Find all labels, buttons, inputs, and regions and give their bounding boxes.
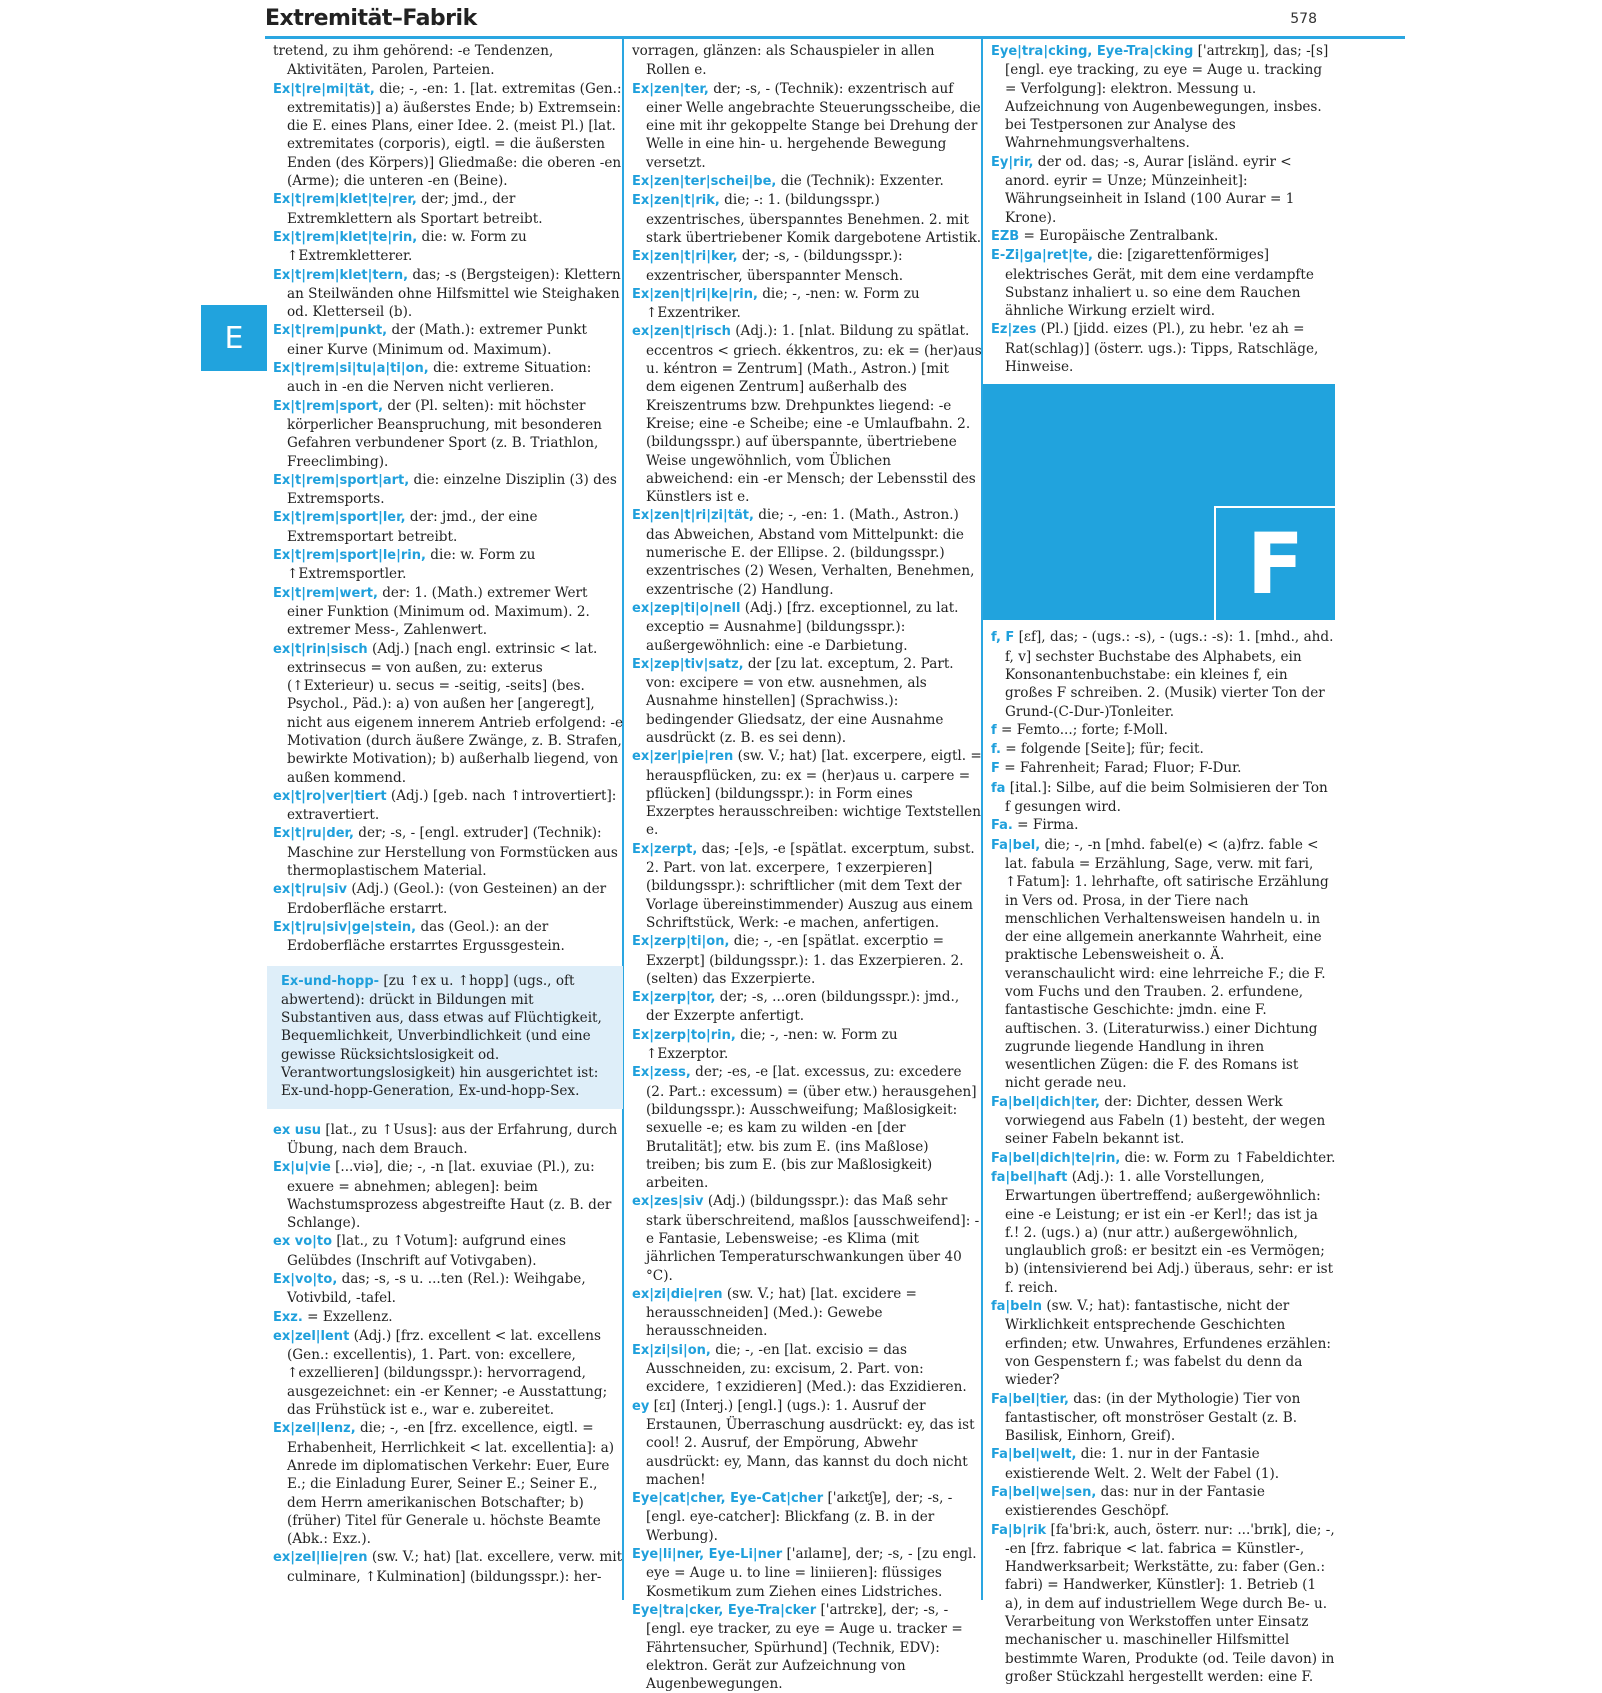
dictionary-entry xyxy=(991,628,1336,720)
dictionary-entry xyxy=(273,584,623,640)
entry-headword[interactable]: Ex|zess, xyxy=(632,1065,691,1081)
column-3 xyxy=(991,42,1336,1686)
dictionary-entry xyxy=(632,932,982,988)
entry-definition: die; -, -n [mhd. fabel(e) < (a)frz. fable < lat. fabula = Erzählung, Sage, verw. mit fari, ↑Fatum]: 1. lehrhafte, oft satirische Erzählung in Vers od. Prosa, in der Tiere nach menschlichen Verhaltensweisen handeln u. in der eine allgemein anerkannte Wahrheit, eine praktische Lebensweisheit o. Ä. veranschaulicht wird: eine lehrreiche F.; die F. vom Fuchs und den Trauben. 2. erfundene, fantastische Geschichte: jmdn. eine F. auftischen. 3. (Literaturwiss.) einer Dichtung zugrunde liegende Handlung in ihren wesentlichen Zügen: die F. des Romans ist nicht gerade neu. xyxy=(1005,836,1329,1092)
dictionary-entry xyxy=(273,1270,623,1308)
entry-headword[interactable]: Ex|zen|t|ri|zi|tät, xyxy=(632,508,754,524)
entry-headword[interactable]: f, F xyxy=(991,630,1015,646)
entry-headword[interactable]: Ex|zel|lenz, xyxy=(273,1421,356,1437)
dictionary-entry xyxy=(273,1327,623,1419)
entry-headword[interactable]: Fa|bel|dich|ter, xyxy=(991,1094,1100,1110)
entry-definition: (Adj.) [frz. exceptionnel, zu lat. exceptio = Ausnahme] (bildungsspr.): außergewöhnlich: eine -e Darbietung. xyxy=(646,599,959,654)
info-box-headword[interactable]: Ex-und-hopp- xyxy=(281,973,380,989)
entry-definition: [...viə], die; -, -n [lat. exuviae (Pl.), zu: exuere = abnehmen; ablegen]: beim Wachstumsprozess abgestreifte Haut (z. B. der Schlange). xyxy=(287,1159,612,1232)
dictionary-entry xyxy=(273,228,623,266)
dictionary-entry xyxy=(273,80,623,191)
entry-definition: (sw. V.; hat) [lat. excerpere, eigtl. = herauspflücken, zu: ex = (her)aus u. carpere = pflücken] (bildungsspr.): in Form eines Exzerptes herausschreiben: wichtige Textstellen e. xyxy=(646,748,982,839)
entry-headword[interactable]: Ex|zerpt, xyxy=(632,841,698,857)
entry-headword[interactable]: ex|zep|ti|o|nell xyxy=(632,600,741,616)
dictionary-entry xyxy=(632,1489,982,1545)
entry-headword[interactable]: Fa. xyxy=(991,818,1013,834)
dictionary-entry xyxy=(273,471,623,509)
entry-definition: das (Geol.): an der Erdoberfläche erstarrtes Ergussgestein. xyxy=(287,918,565,955)
info-box xyxy=(267,966,623,1109)
entry-definition: (Adj.) [geb. nach ↑introvertiert]: extravertiert. xyxy=(287,787,617,824)
entry-definition: der: Dichter, dessen Werk vorwiegend aus Fabeln (1) besteht, der wegen seiner Fabeln bekannt ist. xyxy=(1005,1093,1326,1148)
entry-headword[interactable]: Ex|zerp|ti|on, xyxy=(632,934,730,950)
dictionary-entry xyxy=(273,190,623,228)
dictionary-entry xyxy=(991,836,1336,1093)
entry-definition: (sw. V.; hat): fantastische, nicht der Wirklichkeit entsprechende Geschichten erfinden; etw. Unwahres, Erfundenes erzählen: von Gespenstern f.; was fabelst du denn da wieder? xyxy=(1005,1298,1331,1389)
entry-definition: = Firma. xyxy=(1017,817,1079,834)
dictionary-entry xyxy=(632,840,982,932)
entry-definition: die: w. Form zu ↑Extremkletterer. xyxy=(287,228,527,265)
dictionary-entry xyxy=(273,918,623,956)
dictionary-entry xyxy=(632,80,982,172)
entry-headword[interactable]: Ex|zen|t|ri|ker, xyxy=(632,249,738,265)
entry-headword[interactable]: Ex|zerp|tor, xyxy=(632,990,716,1006)
entry-definition: (Adj.): 1. [nlat. Bildung zu spätlat. eccentros < griech. ékkentros, zu: ek = (her)aus u. kéntron = Zentrum] (Math., Astron.) [mit dem eigenen Zentrum] außerhalb des Kreiszentrums bzw. Drehpunktes liegend: -e Kreise; eine -e Scheibe; eine -e Umlaufbahn. 2. (bildungsspr.) auf überspannte, übertriebene Weise ungewöhnlich, vom Üblichen abweichend: ein -er Mensch; der Lebensstil des Künstlers ist e. xyxy=(646,323,982,506)
entry-headword[interactable]: Ez|zes xyxy=(991,322,1037,338)
info-box-text: [zu ↑ex u. ↑hopp] (ugs., oft abwertend): drückt in Bildungen mit Substantiven aus, dass etwas auf Flüchtigkeit, Bequemlichkeit, Unverbindlichkeit (und eine gewisse Rücksichtslosigkeit od. Verantwortungslosigkeit) hin ausgerichtet ist: Ex-und-hopp-Generation, Ex-und-hopp-Sex. xyxy=(281,972,602,1100)
entry-headword[interactable]: Fa|b|rik xyxy=(991,1522,1047,1538)
entry-definition: ['aɪlaɪnɐ], der; -s, - [zu engl. eye = Auge u. to line = liniieren]: flüssiges Kosmetikum zum Ziehen eines Lidstriches. xyxy=(646,1546,977,1600)
dictionary-entry xyxy=(273,824,623,880)
dictionary-entry xyxy=(632,599,982,655)
entry-definition: [ital.]: Silbe, auf die beim Solmisieren der Ton f gesungen wird. xyxy=(1005,779,1328,816)
entry-headword[interactable]: Eye|cat|cher, Eye-Cat|cher xyxy=(632,1491,824,1507)
entry-headword[interactable]: Ex|t|rem|klet|te|rin, xyxy=(273,229,418,245)
dictionary-entry xyxy=(632,42,982,80)
entry-headword[interactable]: Ex|zen|t|rik, xyxy=(632,193,720,209)
column-2 xyxy=(632,42,982,1693)
entry-headword[interactable]: Fa|bel|tier, xyxy=(991,1391,1069,1407)
entry-definition: die: w. Form zu ↑Extremsportler. xyxy=(287,547,536,583)
entry-headword[interactable]: Ex|t|rem|sport|le|rin, xyxy=(273,548,426,564)
dictionary-entry xyxy=(632,191,982,247)
entry-headword[interactable]: Ex|zerp|to|rin, xyxy=(632,1027,736,1043)
dictionary-entry xyxy=(632,322,982,506)
entry-definition: (sw. V.; hat) [lat. excidere = herausschneiden] (Med.): Gewebe herausschneiden. xyxy=(646,1285,917,1340)
entry-headword[interactable]: Ex|t|ru|der, xyxy=(273,826,354,842)
dictionary-entry xyxy=(991,153,1336,227)
entry-headword[interactable]: f. xyxy=(991,742,1001,758)
entry-definition: (Adj.) (Geol.): (von Gesteinen) an der Erdoberfläche erstarrt. xyxy=(287,881,607,917)
entry-headword[interactable]: ex|t|ro|ver|tiert xyxy=(273,788,387,804)
entry-headword[interactable]: Fa|bel, xyxy=(991,837,1041,853)
dictionary-entry xyxy=(991,1093,1336,1149)
entry-definition: die: 1. nur in der Fantasie existierende Welt. 2. Welt der Fabel (1). xyxy=(1005,1446,1280,1482)
entry-headword[interactable]: Ex|zep|tiv|satz, xyxy=(632,656,744,672)
entry-headword[interactable]: Ex|zen|ter|schei|be, xyxy=(632,174,777,190)
dictionary-entry xyxy=(273,42,623,80)
entry-definition: die (Technik): Exzenter. xyxy=(780,173,944,190)
entry-definition: vorragen, glänzen: als Schauspieler in allen Rollen e. xyxy=(632,43,935,79)
entry-headword[interactable]: ex|zi|die|ren xyxy=(632,1286,723,1302)
dictionary-entry xyxy=(991,779,1336,817)
dictionary-entry xyxy=(273,640,623,787)
entry-definition: die: extreme Situation: auch in -en die Nerven nicht verlieren. xyxy=(287,360,592,396)
dictionary-entry xyxy=(991,759,1336,778)
dictionary-entry xyxy=(273,359,623,397)
entry-definition: das: (in der Mythologie) Tier von fantastischer, oft monströser Gestalt (z. B. Basilisk, Einhorn, Greif). xyxy=(1005,1390,1301,1445)
entry-headword[interactable]: fa|bel|haft xyxy=(991,1169,1068,1185)
page-header xyxy=(265,2,1405,39)
dictionary-entry xyxy=(632,1285,982,1341)
entry-definition: [ɛf], das; - (ugs.: -s), - (ugs.: -s): 1. [mhd., ahd. f, v] sechster Buchstabe des Alphabets, ein Konsonantenbuchstabe: ein kleines f, ein großes F schreiben. 2. (Musik) vierter Ton der Grund-(C-Dur-)Tonleiter. xyxy=(1005,629,1334,720)
entry-definition: die: einzelne Disziplin (3) des Extremsports. xyxy=(287,471,617,508)
dictionary-entry xyxy=(632,506,982,598)
dictionary-entry xyxy=(632,1192,982,1284)
entry-headword[interactable]: Ex|zen|ter, xyxy=(632,81,709,97)
entry-headword[interactable]: fa xyxy=(991,780,1006,796)
dictionary-entry xyxy=(632,747,982,839)
entry-definition: das: nur in der Fantasie existierendes Geschöpf. xyxy=(1005,1484,1265,1520)
dictionary-entry xyxy=(991,1168,1336,1297)
entry-definition: (Adj.) [nach engl. extrinsic < lat. extrinsecus = von außen, zu: exterus (↑Exterieur) u. secus = -seitig, -seits] (bes. Psychol., Päd.): a) von außen her [angeregt], nicht aus eigenem innerem Antrieb erfolgend: -e Motivation (durch äußere Zwänge, z. B. Strafen, bewirkte Motivation); b) außerhalb liegend, von außen kommend. xyxy=(287,640,624,786)
entry-definition: der; -es, -e [lat. excessus, zu: excedere (2. Part.: excessum) = (über etw.) herausgehen] (bildungsspr.): Ausschweifung; Maßlosigkeit: sexuelle -e; es kam zu wilden -en [der Brutalität]; etw. bis zum E. (ins Maßlose) treiben; bis zum E. (bis zur Maßlosigkeit) arbeiten. xyxy=(646,1064,977,1192)
entry-headword[interactable]: Ex|t|rem|punkt, xyxy=(273,323,388,339)
page-number: 578 xyxy=(1290,11,1317,27)
entry-definition: (sw. V.; hat) [lat. excellere, verw. mit culminare, ↑Kulmination] (bildungsspr.): her- xyxy=(287,1549,623,1585)
entry-headword[interactable]: Ex|zen|t|ri|ke|rin, xyxy=(632,286,758,302)
entry-definition: = Europäische Zentralbank. xyxy=(1023,227,1219,244)
entry-headword[interactable]: ex|zer|pie|ren xyxy=(632,749,734,765)
dictionary-entry xyxy=(273,266,623,322)
entry-definition: der; -s, - (bildungsspr.): exzentrischer, überspannter Mensch. xyxy=(646,248,904,284)
dictionary-entry xyxy=(991,246,1336,320)
entry-definition: der; -s, - [engl. extruder] (Technik): Maschine zur Herstellung von Formstücken aus thermoplastischem Material. xyxy=(287,825,618,880)
entry-definition: (Adj.) (bildungsspr.): das Maß sehr stark überschreitend, maßlos [ausschweifend]: -e Fantasie, Lebensweise; -es Klima (mit jährlichen Temperaturschwankungen über 40 °C). xyxy=(646,1193,980,1284)
entry-definition: = Fahrenheit; Farad; Fluor; F-Dur. xyxy=(1004,760,1242,777)
entry-definition: der (Pl. selten): mit höchster körperlicher Beanspruchung, mit besonderen Gefahren verbundener Sport (z. B. Triathlon, Freeclimbing). xyxy=(287,397,602,470)
entry-headword[interactable]: Ex|t|ru|siv|ge|stein, xyxy=(273,919,417,935)
entry-headword[interactable]: Ex|vo|to, xyxy=(273,1272,338,1287)
entry-headword[interactable]: f xyxy=(991,722,997,738)
section-banner xyxy=(983,384,1335,620)
entry-headword[interactable]: Ex|zi|si|on, xyxy=(632,1342,711,1358)
entry-headword[interactable]: Ex|t|rem|sport|ler, xyxy=(273,510,406,526)
entry-definition: die; -, -nen: w. Form zu ↑Exzentriker. xyxy=(646,285,920,322)
dictionary-entry xyxy=(273,508,623,546)
entry-definition: tretend, zu ihm gehörend: -e Tendenzen, Aktivitäten, Parolen, Parteien. xyxy=(273,43,554,79)
running-title: Extremität–Fabrik xyxy=(265,6,477,31)
dictionary-entry xyxy=(632,285,982,323)
dictionary-entry xyxy=(273,880,623,918)
dictionary-entry xyxy=(991,42,1336,153)
entry-headword[interactable]: Ex|t|rem|klet|te|rer, xyxy=(273,192,417,208)
entry-headword[interactable]: Ey|rir, xyxy=(991,154,1034,170)
dictionary-entry xyxy=(632,1063,982,1192)
dictionary-entry xyxy=(991,1297,1336,1389)
entry-definition: die: w. Form zu ↑Fabeldichter. xyxy=(1124,1149,1336,1166)
entry-definition: der: 1. (Math.) extremer Wert einer Funktion (Minimum od. Maximum). 2. extremer Mess-, Zahlenwert. xyxy=(287,584,590,639)
entry-headword[interactable]: F xyxy=(991,761,1000,777)
entry-headword[interactable]: ex vo|to xyxy=(273,1234,333,1250)
entry-definition: ['aɪtrɛkɐ], der; -s, - [engl. eye tracker, zu eye = Auge u. tracker = Fährtensucher, Spürhund] (Technik, EDV): elektron. Gerät zur Aufzeichnung von Augenbewegungen. xyxy=(646,1601,963,1693)
dictionary-entry xyxy=(991,320,1336,376)
entry-headword[interactable]: Fa|bel|welt, xyxy=(991,1447,1077,1463)
dictionary-entry xyxy=(632,1545,982,1601)
entry-definition: die; -, -en: 1. [lat. extremitas (Gen.: extremitatis)] a) äußerstes Ende; b) Extremsein: die E. eines Plans, einer Idee. 2. (meist Pl.) [lat. extremitates (corporis), eigtl. = die äußersten Enden (des Körpers)] Gliedmaße: die oberen -en (Arme); die unteren -en (Beine). xyxy=(287,80,622,190)
entry-headword[interactable]: Ex|t|rem|sport, xyxy=(273,398,384,414)
entry-headword[interactable]: Ex|t|rem|si|tu|a|ti|on, xyxy=(273,361,429,377)
dictionary-entry xyxy=(991,816,1336,835)
entry-definition: (Adj.) [frz. excellent < lat. excellens (Gen.: excellentis), 1. Part. von: excellere, ↑exzellieren] (bildungsspr.): hervorragend, ausgezeichnet: ein -er Kenner; -e Ausstattung; das Frühstück ist e., war e. zubereitet. xyxy=(287,1327,608,1419)
entry-definition: die; -, -en: 1. (Math., Astron.) das Abweichen, Abstand vom Mittelpunkt: die numerische E. der Ellipse. 2. (bildungsspr.) exzentrisches (2) Wesen, Verhalten, Benehmen, exzentrische (2) Handlung. xyxy=(646,507,975,598)
entry-definition: die; -, -en [spätlat. excerptio = Exzerpt] (bildungsspr.): 1. das Exzerpieren. 2. (selten) das Exzerpierte. xyxy=(646,933,964,987)
entry-headword[interactable]: Eye|li|ner, Eye-Li|ner xyxy=(632,1547,783,1563)
dictionary-entry xyxy=(273,787,623,825)
entry-definition: [fa'bri:k, auch, österr. nur: ...'brɪk], die; -, -en [frz. fabrique < lat. fabrica = Künstler-, Handwerksarbeit; Werkstätte, zu: faber (Gen.: fabri) = Handwerker, Künstler]: 1. Betrieb (1 a), in dem auf industriellem Wege durch Be- u. Verarbeitung von Werkstoffen unter Einsatz mechanischer u. maschineller Hilfsmittel bestimmte Waren, Produkte (od. Teile davon) in großer Stückzahl hergestellt werden: eine F. xyxy=(1005,1521,1335,1685)
dictionary-entry xyxy=(632,1601,982,1693)
entry-definition: = Femto...; forte; f-Moll. xyxy=(1000,721,1168,738)
dictionary-entry xyxy=(632,655,982,747)
dictionary-entry xyxy=(632,247,982,285)
dictionary-entry xyxy=(273,1548,623,1586)
entry-definition: = folgende [Seite]; für; fecit. xyxy=(1005,741,1204,758)
entry-definition: ['aɪtrɛkɪŋ], das; -[s] [engl. eye tracking, zu eye = Auge u. tracking = Verfolgung]: elektron. Messung u. Aufzeichnung von Augenbewegungen, insbes. bei Testpersonen zur Analyse des Wahrnehmungsverhaltens. xyxy=(1005,43,1329,152)
entry-definition: die; -, -en [frz. excellence, eigtl. = Erhabenheit, Herrlichkeit < lat. excellentia]: a) Anrede im diplomatischen Verkehr: Euer, Eure E.; die Einladung Eurer, Seiner E.; Seiner E., dem Herrn amerikanischen Botschafter; b) (früher) Titel für Generale u. höchste Beamte (Abk.: Exz.). xyxy=(287,1420,615,1548)
entry-headword[interactable]: Ex|t|rem|wert, xyxy=(273,585,378,601)
entry-definition: der od. das; -s, Aurar [isländ. eyrir < anord. eyrir = Unze; Münzeinheit]: Währungseinheit in Island (100 Aurar = 1 Krone). xyxy=(1005,153,1295,226)
dictionary-entry xyxy=(273,1121,623,1159)
entry-headword[interactable]: Fa|bel|dich|te|rin, xyxy=(991,1150,1121,1166)
entry-headword[interactable]: ex|t|rin|sisch xyxy=(273,641,368,657)
entry-definition: die; -, -nen: w. Form zu ↑Exzerptor. xyxy=(646,1026,898,1063)
section-letter: F xyxy=(1214,506,1335,620)
entry-headword[interactable]: Ex|t|rem|klet|tern, xyxy=(273,267,409,283)
entry-definition: der [zu lat. exceptum, 2. Part. von: excipere = von etw. ausnehmen, als Ausnahme hinstellen] (Sprachwiss.): bedingender Gliedsatz, der eine Ausnahme ausdrückt (z. B. es sei denn). xyxy=(646,655,954,746)
entry-definition: das; -[e]s, -e [spätlat. excerptum, subst. 2. Part. von lat. excerpere, ↑exzerpieren] (bildungsspr.): schriftlicher (mit dem Text der Vorlage übereinstimmender) Auszug aus einem Schriftstück, Werk: -e machen, anfertigen. xyxy=(646,840,975,931)
entry-definition: der: jmd., der eine Extremsportart betreibt. xyxy=(287,509,538,545)
dictionary-entry xyxy=(991,1521,1336,1687)
entry-headword[interactable]: Ex|t|re|mi|tät, xyxy=(273,81,375,97)
dictionary-entry xyxy=(991,740,1336,759)
entry-headword[interactable]: Fa|bel|we|sen, xyxy=(991,1485,1097,1500)
entry-definition: [lat., zu ↑Usus]: aus der Erfahrung, durch Übung, nach dem Brauch. xyxy=(287,1121,618,1157)
entry-definition: der; -s, ...oren (bildungsspr.): jmd., der Exzerpte anfertigt. xyxy=(646,989,960,1025)
entry-definition: das; -s, -s u. ...ten (Rel.): Weihgabe, Votivbild, -tafel. xyxy=(287,1271,586,1307)
dictionary-entry xyxy=(273,546,623,584)
entry-definition: (Adj.): 1. alle Vorstellungen, Erwartungen übertreffend; außergewöhnlich: eine -e Leistung; er ist ein -er Kerl!; das ist ja f.! 2. (ugs.) a) (nur attr.) außergewöhnlich, unglaublich groß: er besitzt ein -es Vermögen; b) (intensivierend bei Adj.) überaus, sehr: er ist f. reich. xyxy=(1005,1168,1334,1296)
entry-headword[interactable]: ey xyxy=(632,1398,650,1414)
entry-definition: die; -: 1. (bildungsspr.) exzentrisches, überspanntes Benehmen. 2. mit stark übertriebener Komik dargebotene Artistik. xyxy=(646,192,982,246)
entry-headword[interactable]: ex|zes|siv xyxy=(632,1194,704,1210)
entry-headword[interactable]: ex|zel|lie|ren xyxy=(273,1550,368,1566)
entry-headword[interactable]: ex|zel|lent xyxy=(273,1328,350,1344)
entry-definition: der; -s, - (Technik): exzentrisch auf einer Welle angebrachte Steuerungsscheibe, die eine mit ihr gekoppelte Stange bei Drehung der Welle in eine hin- u. hergehende Bewegung versetzt. xyxy=(646,80,981,171)
entry-headword[interactable]: Ex|t|rem|sport|art, xyxy=(273,472,410,488)
entry-headword[interactable]: Ex|u|vie xyxy=(273,1160,331,1176)
entry-definition: [lat., zu ↑Votum]: aufgrund eines Gelübdes (Inschrift auf Votivgaben). xyxy=(287,1233,567,1269)
entry-definition: die: [zigarettenförmiges] elektrisches Gerät, mit dem eine verdampfte Substanz inhaliert u. so eine dem Rauchen ähnliche Wirkung erzielt wird. xyxy=(1005,247,1314,320)
entry-headword[interactable]: Eye|tra|cking, Eye-Tra|cking xyxy=(991,44,1194,59)
dictionary-entry xyxy=(273,1308,623,1327)
entry-headword[interactable]: fa|beln xyxy=(991,1299,1043,1315)
dictionary-entry xyxy=(632,1397,982,1489)
entry-headword[interactable]: ex|t|ru|siv xyxy=(273,882,347,898)
dictionary-entry xyxy=(991,1149,1336,1168)
dictionary-entry xyxy=(273,1419,623,1548)
entry-headword[interactable]: E-Zi|ga|ret|te, xyxy=(991,248,1093,264)
entry-definition: = Exzellenz. xyxy=(307,1308,393,1325)
dictionary-entry xyxy=(273,1158,623,1232)
entry-headword[interactable]: Eye|tra|cker, Eye-Tra|cker xyxy=(632,1602,817,1618)
entry-definition: (Pl.) [jidd. eizes (Pl.), zu hebr. 'ez ah = Rat(schlag)] (österr. ugs.): Tipps, Ratschläge, Hinweise. xyxy=(1005,321,1319,376)
dictionary-entry xyxy=(991,1445,1336,1483)
dictionary-entry xyxy=(991,227,1336,246)
letter-tab[interactable]: E xyxy=(201,305,267,371)
entry-headword[interactable]: ex|zen|t|risch xyxy=(632,324,731,340)
dictionary-entry xyxy=(991,1483,1336,1521)
entry-headword[interactable]: ex usu xyxy=(273,1122,321,1138)
entry-definition: die; -, -en [lat. excisio = das Ausschneiden, zu: excisum, 2. Part. von: excidere, ↑exzidieren] (Med.): das Exzidieren. xyxy=(646,1341,967,1396)
dictionary-entry xyxy=(632,1026,982,1064)
entry-headword[interactable]: Exz. xyxy=(273,1309,303,1325)
entry-definition: ['aɪkɛtʃɐ], der; -s, - [engl. eye-catcher]: Blickfang (z. B. in der Werbung). xyxy=(646,1490,953,1544)
dictionary-entry xyxy=(632,1341,982,1397)
dictionary-entry xyxy=(991,1390,1336,1446)
dictionary-entry xyxy=(632,172,982,191)
dictionary-entry xyxy=(632,988,982,1026)
entry-definition: das; -s (Bergsteigen): Klettern an Steilwänden ohne Hilfsmittel wie Steighaken od. Kletterseil (b). xyxy=(287,266,621,321)
entry-headword[interactable]: EZB xyxy=(991,228,1020,244)
dictionary-entry xyxy=(991,721,1336,740)
dictionary-entry xyxy=(273,397,623,471)
column-1 xyxy=(273,42,623,1586)
entry-definition: der; jmd., der Extremklettern als Sportart betreibt. xyxy=(287,191,543,227)
dictionary-entry xyxy=(273,1232,623,1270)
entry-definition: [ɛɪ] (Interj.) [engl.] (ugs.): 1. Ausruf der Erstaunen, Überraschung ausdrückt: ey, das ist cool! 2. Ausruf, der Empörung, Abwehr ausdrückt: ey, Mann, das kannst du doch nicht machen! xyxy=(646,1397,975,1488)
entry-definition: der (Math.): extremer Punkt einer Kurve (Minimum od. Maximum). xyxy=(287,322,587,358)
dictionary-entry xyxy=(273,321,623,359)
